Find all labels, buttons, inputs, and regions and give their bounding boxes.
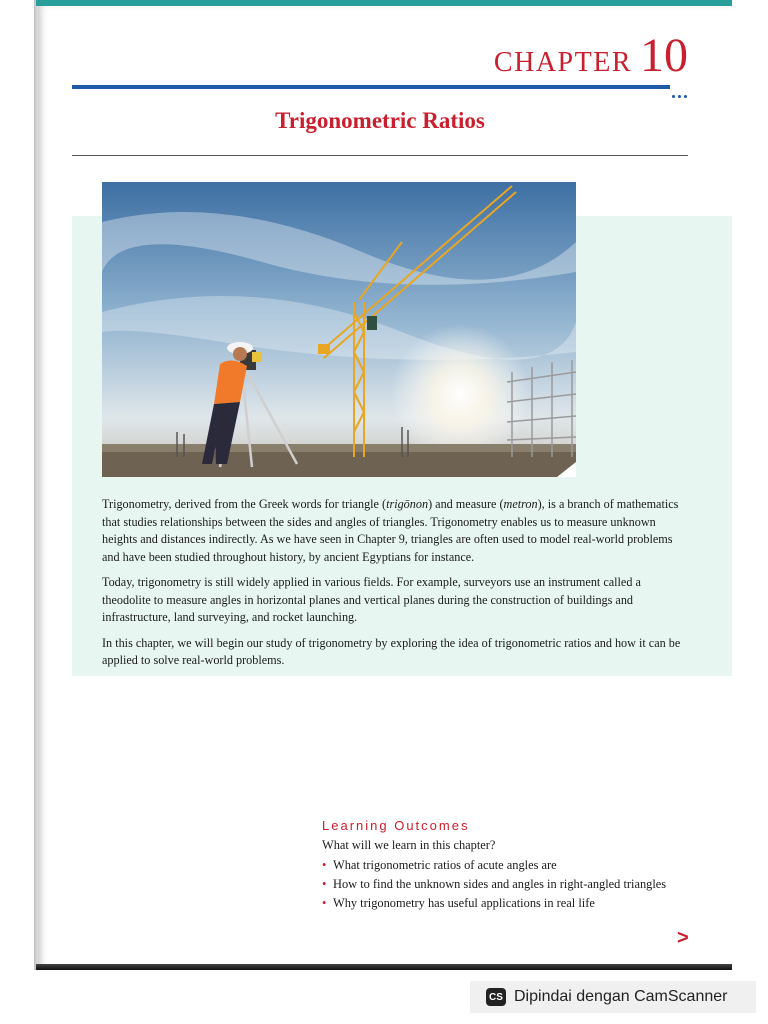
bullet-icon: • — [322, 858, 327, 872]
chapter-rule — [72, 85, 670, 89]
learning-outcomes-question: What will we learn in this chapter? — [322, 838, 496, 852]
page-bottom-edge — [36, 964, 732, 970]
next-page-arrow-icon[interactable]: > — [677, 927, 689, 949]
chapter-heading — [494, 28, 688, 83]
p1-a: Trigonometry, derived from the Greek words for triangle ( — [102, 497, 387, 511]
p1-metron: metron — [503, 497, 538, 511]
outcome-text: What trigonometric ratios of acute angles are — [333, 858, 557, 872]
outcome-text: Why trigonometry has useful applications in real life — [333, 896, 595, 910]
intro-paragraph-1 — [102, 496, 692, 566]
list-item — [322, 896, 702, 911]
intro-paragraph-3: In this chapter, we will begin our study of trigonometry by exploring the idea of trigonometric ratios and how it can be applied to solve real-world problems. — [102, 635, 681, 667]
list-item — [322, 877, 702, 892]
intro-text — [102, 496, 692, 678]
list-item — [322, 858, 702, 873]
p1-e: ), is a branch of mathematics that studies relationships between the sides and angles of triangles. Trigonometry enables us to measure unknown heights and distances indirectly. As we have seen in Chapter 9, triangles are often used to model real-world problems and have been studied throughout history, by ancient Egyptians for instance. — [102, 497, 679, 564]
title-rule — [72, 155, 688, 156]
surveyor-crane-photo — [102, 182, 576, 477]
top-color-band — [36, 0, 732, 6]
learning-outcomes-title: Learning Outcomes — [322, 818, 470, 833]
outcome-text: How to find the unknown sides and angles in right-angled triangles — [333, 877, 667, 891]
intro-paragraph-2: Today, trigonometry is still widely applied in various fields. For example, surveyors use an instrument called a theodolite to measure angles in horizontal planes and vertical planes during the construction of buildings and infrastructure, land surveying, and rocket launching. — [102, 575, 641, 624]
bullet-icon: • — [322, 877, 327, 891]
chapter-number: 10 — [640, 29, 688, 82]
learning-outcomes — [322, 818, 702, 915]
bullet-icon: • — [322, 896, 327, 910]
chapter-word: CHAPTER — [493, 47, 632, 78]
camscanner-watermark — [470, 981, 756, 1013]
chapter-rule-dots — [672, 85, 692, 89]
p1-c: ) and measure ( — [428, 497, 504, 511]
camscanner-logo-icon: CS — [486, 988, 506, 1006]
chapter-title: Trigonometric Ratios — [275, 108, 485, 133]
camscanner-label: Dipindai dengan CamScanner — [514, 988, 728, 1005]
p1-trigonon: trigōnon — [386, 497, 429, 511]
learning-outcomes-list — [322, 858, 702, 911]
